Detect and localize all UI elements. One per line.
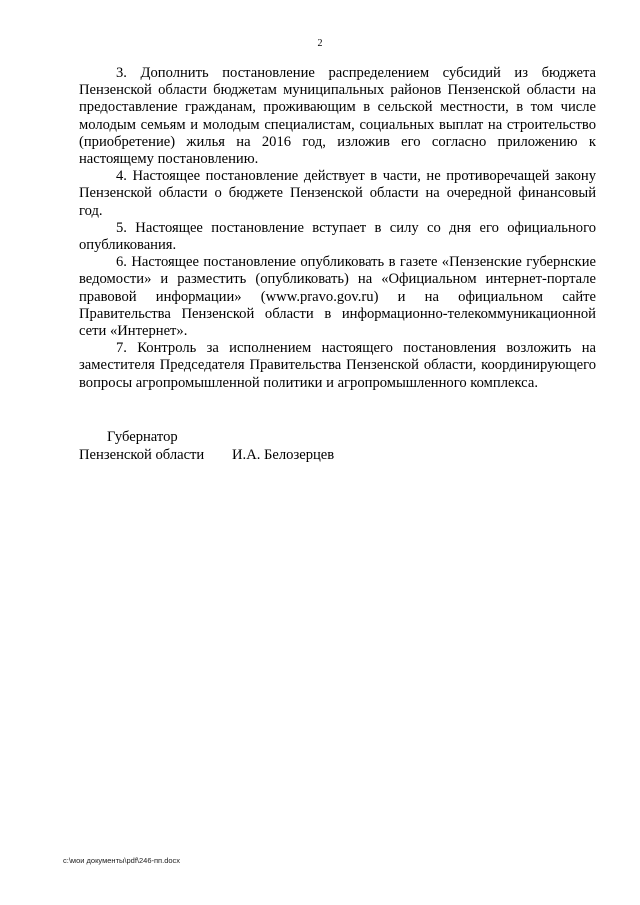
paragraph-6: 6. Настоящее постановление опубликовать в газете «Пензенские губернские ведомости» и разместить (опубликовать) на «Официальном интернет-портале правовой информации» (www.pravo.gov.ru) и на официальном сайте Правительства Пензенской области в информационно-телекоммуникационной сети «Интернет». bbox=[79, 254, 596, 340]
paragraph-3: 3. Дополнить постановление распределением субсидий из бюджета Пензенской области бюджетам муниципальных районов Пензенской области на предоставление гражданам, проживающим в сельской местности, в том числе молодым семьям и молодым специалистам, социальных выплат на строительство (приобретение) жилья на 2016 год, изложив его согласно приложению к настоящему постановлению. bbox=[79, 65, 596, 168]
signature-name: И.А. Белозерцев bbox=[232, 447, 335, 463]
signature-block bbox=[79, 428, 479, 464]
paragraph-4: 4. Настоящее постановление действует в части, не противоречащей закону Пензенской области о бюджете Пензенской области на очередной финансовый год. bbox=[79, 168, 596, 219]
document-body bbox=[79, 65, 596, 392]
page-number: 2 bbox=[317, 38, 323, 49]
paragraph-5: 5. Настоящее постановление вступает в силу со дня его официального опубликования. bbox=[79, 219, 596, 254]
signature-line bbox=[79, 446, 479, 464]
paragraph-7: 7. Контроль за исполнением настоящего постановления возложить на заместителя Председателя Правительства Пензенской области, координирующего вопросы агропромышленной политики и агропромышленного комплекса. bbox=[79, 340, 596, 391]
signature-region: Пензенской области bbox=[79, 447, 205, 463]
footer-file-path: c:\мои документы\pdf\246-пп.docx bbox=[63, 856, 181, 865]
signature-title: Губернатор bbox=[107, 429, 178, 445]
